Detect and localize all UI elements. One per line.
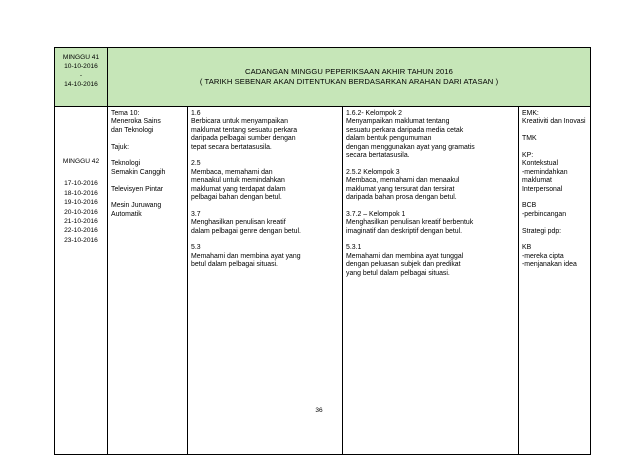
- week-42-date: 21-10-2016: [64, 218, 98, 226]
- week-42-date: 17-10-2016: [64, 180, 98, 188]
- emk-paragraph: BCB -perbincangan: [522, 202, 567, 218]
- learning-standard-cell: [343, 107, 519, 455]
- content-standard-paragraph: 1.6 Berbicara untuk menyampaikan maklumat tentang sesuatu perkara daripada pelbagai sumber dengan tepat secara bertatasusila.: [191, 110, 298, 151]
- theme-topic-cell: [108, 107, 188, 455]
- week-42-row: [55, 107, 591, 455]
- week-42-date: 18-10-2016: [64, 189, 98, 197]
- topic-paragraph: Mesin Juruwang Automatik: [111, 202, 162, 218]
- emk-paragraph: Strategi pdp:: [522, 227, 562, 235]
- content-standard-paragraph: 3.7 Menghasilkan penulisan kreatif dalam pelbagai genre dengan betul.: [191, 210, 301, 235]
- week-41-date-start: 10-10-2016: [64, 63, 98, 70]
- learning-standard-paragraph: 2.5.2 Kelompok 3 Membaca, memahami dan menaakul maklumat yang tersurat dan tersirat daripada bahan prosa dengan betul.: [346, 168, 460, 202]
- banner-subtitle: ( TARIKH SEBENAR AKAN DITENTUKAN BERDASARKAN ARAHAN DARI ATASAN ): [199, 77, 499, 86]
- week-42-date: 20-10-2016: [64, 208, 98, 216]
- page-number: 36: [315, 407, 323, 414]
- week-41-cell: [55, 48, 108, 107]
- learning-standard-paragraph: 1.6.2- Kelompok 2 Menyampaikan maklumat tentang sesuatu perkara daripada media cetak dalam bentuk pengumuman dengan menggunakan ayat yang gramatis secara bertatasusila.: [346, 110, 475, 160]
- lesson-plan-table: [54, 47, 591, 455]
- emk-paragraph: TMK: [522, 135, 537, 143]
- learning-standard-paragraph: 5.3.1 Memahami dan membina ayat tunggal dengan peluasan subjek dan predikat yang betul dalam pelbagai situasi.: [346, 244, 464, 277]
- week-41-date-separator: -: [79, 72, 83, 79]
- week-41-label: MINGGU 41: [62, 54, 100, 61]
- theme-paragraph: Tema 10: Meneroka Sains dan Teknologi: [111, 110, 161, 134]
- week-41-date-end: 14-10-2016: [64, 81, 98, 88]
- week-42-date: 22-10-2016: [64, 227, 98, 235]
- emk-cell: [519, 107, 591, 455]
- emk-paragraph: KB -mereka cipta -menjanakan idea: [522, 244, 577, 269]
- content-standard-cell: [188, 107, 343, 455]
- topic-label: Tajuk:: [111, 143, 129, 151]
- week-42-date: 23-10-2016: [64, 236, 98, 244]
- week-42-cell: [55, 107, 108, 455]
- learning-standard-paragraph: 3.7.2 – Kelompok 1 Menghasilkan penulisan kreatif berbentuk imaginatif dan deskriptif dengan betul.: [346, 210, 474, 235]
- emk-paragraph: KP: Kontekstual -memindahkan maklumat Interpersonal: [522, 152, 568, 193]
- content-standard-paragraph: 2.5 Membaca, memahami dan menaakul untuk memindahkan maklumat yang terdapat dalam pelbagai bahan dengan betul.: [191, 160, 286, 202]
- exam-week-banner: [108, 48, 591, 107]
- topic-paragraph: Televisyen Pintar: [111, 185, 164, 193]
- topic-paragraph: Teknologi Semakin Canggih: [111, 160, 166, 176]
- emk-paragraph: EMK: Kreativiti dan Inovasi: [522, 110, 586, 126]
- header-row: [55, 48, 591, 107]
- week-42-label: MINGGU 42: [62, 158, 100, 165]
- content-standard-paragraph: 5.3 Memahami dan membina ayat yang betul dalam pelbagai situasi.: [191, 244, 301, 269]
- week-42-date: 19-10-2016: [64, 199, 98, 207]
- banner-title: CADANGAN MINGGU PEPERIKSAAN AKHIR TAHUN 2016: [245, 67, 453, 76]
